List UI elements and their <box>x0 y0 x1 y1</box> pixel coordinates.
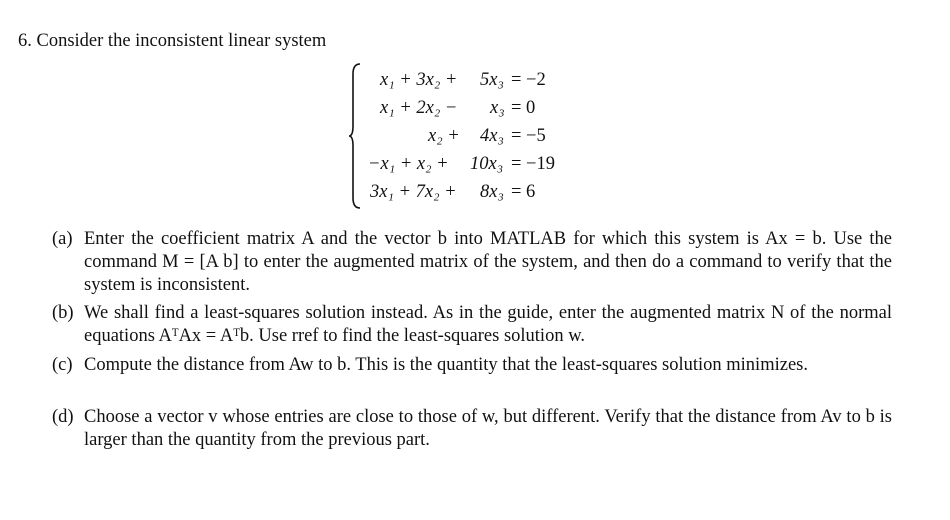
problem-title: Consider the inconsistent linear system <box>36 31 327 51</box>
equation-rhs: = 6 <box>511 182 536 202</box>
equation-x3-term: 4x₃ <box>480 126 504 146</box>
linear-system <box>348 62 648 210</box>
equation-row <box>368 98 578 124</box>
equation-x3-term: 10x₃ <box>470 154 504 174</box>
equation-rhs: = −5 <box>511 126 546 146</box>
equation-x3-term: x₃ <box>490 98 505 118</box>
equation-terms: x₁ + 3x₂ + <box>380 70 458 90</box>
part-c <box>52 354 892 377</box>
equation-x3-term: 5x₃ <box>480 70 504 90</box>
equation-row <box>368 70 578 96</box>
equation-terms: 3x₁ + 7x₂ + <box>370 182 457 202</box>
part-text: We shall find a least-squares solution instead. As in the guide, enter the augmented matrix N of the normal equations AᵀAx = Aᵀb. Use rref to find the least-squares solution w. <box>84 303 892 346</box>
part-a <box>52 228 892 297</box>
equation-terms: x₁ + 2x₂ − <box>380 98 458 118</box>
part-text: Enter the coefficient matrix A and the vector b into MATLAB for which this system is Ax = b. Use the command M = [A b] to enter the augmented matrix of the system, and then do a command to verify that the system is inconsistent. <box>84 229 892 295</box>
part-b <box>52 302 892 348</box>
part-label: (a) <box>52 229 73 249</box>
equation-rhs: = −19 <box>511 154 555 174</box>
equation-terms: x₂ + <box>428 126 460 146</box>
part-label: (c) <box>52 355 73 375</box>
equation-row <box>368 154 578 180</box>
problem-heading <box>18 31 326 52</box>
part-label: (d) <box>52 407 74 427</box>
equation-terms: −x₁ + x₂ + <box>368 154 449 174</box>
equation-x3-term: 8x₃ <box>480 182 504 202</box>
problem-number: 6. <box>18 31 32 51</box>
equation-row <box>368 126 578 152</box>
part-label: (b) <box>52 303 74 323</box>
part-d <box>52 406 892 452</box>
equation-rhs: = −2 <box>511 70 546 90</box>
equation-rhs: = 0 <box>511 98 536 118</box>
equation-row <box>368 182 578 208</box>
part-text: Compute the distance from Aw to b. This is the quantity that the least-squares solution minimizes. <box>84 355 808 375</box>
left-brace <box>348 62 362 210</box>
part-text: Choose a vector v whose entries are close to those of w, but different. Verify that the distance from Av to b is larger than the quantity from the previous part. <box>84 407 892 450</box>
